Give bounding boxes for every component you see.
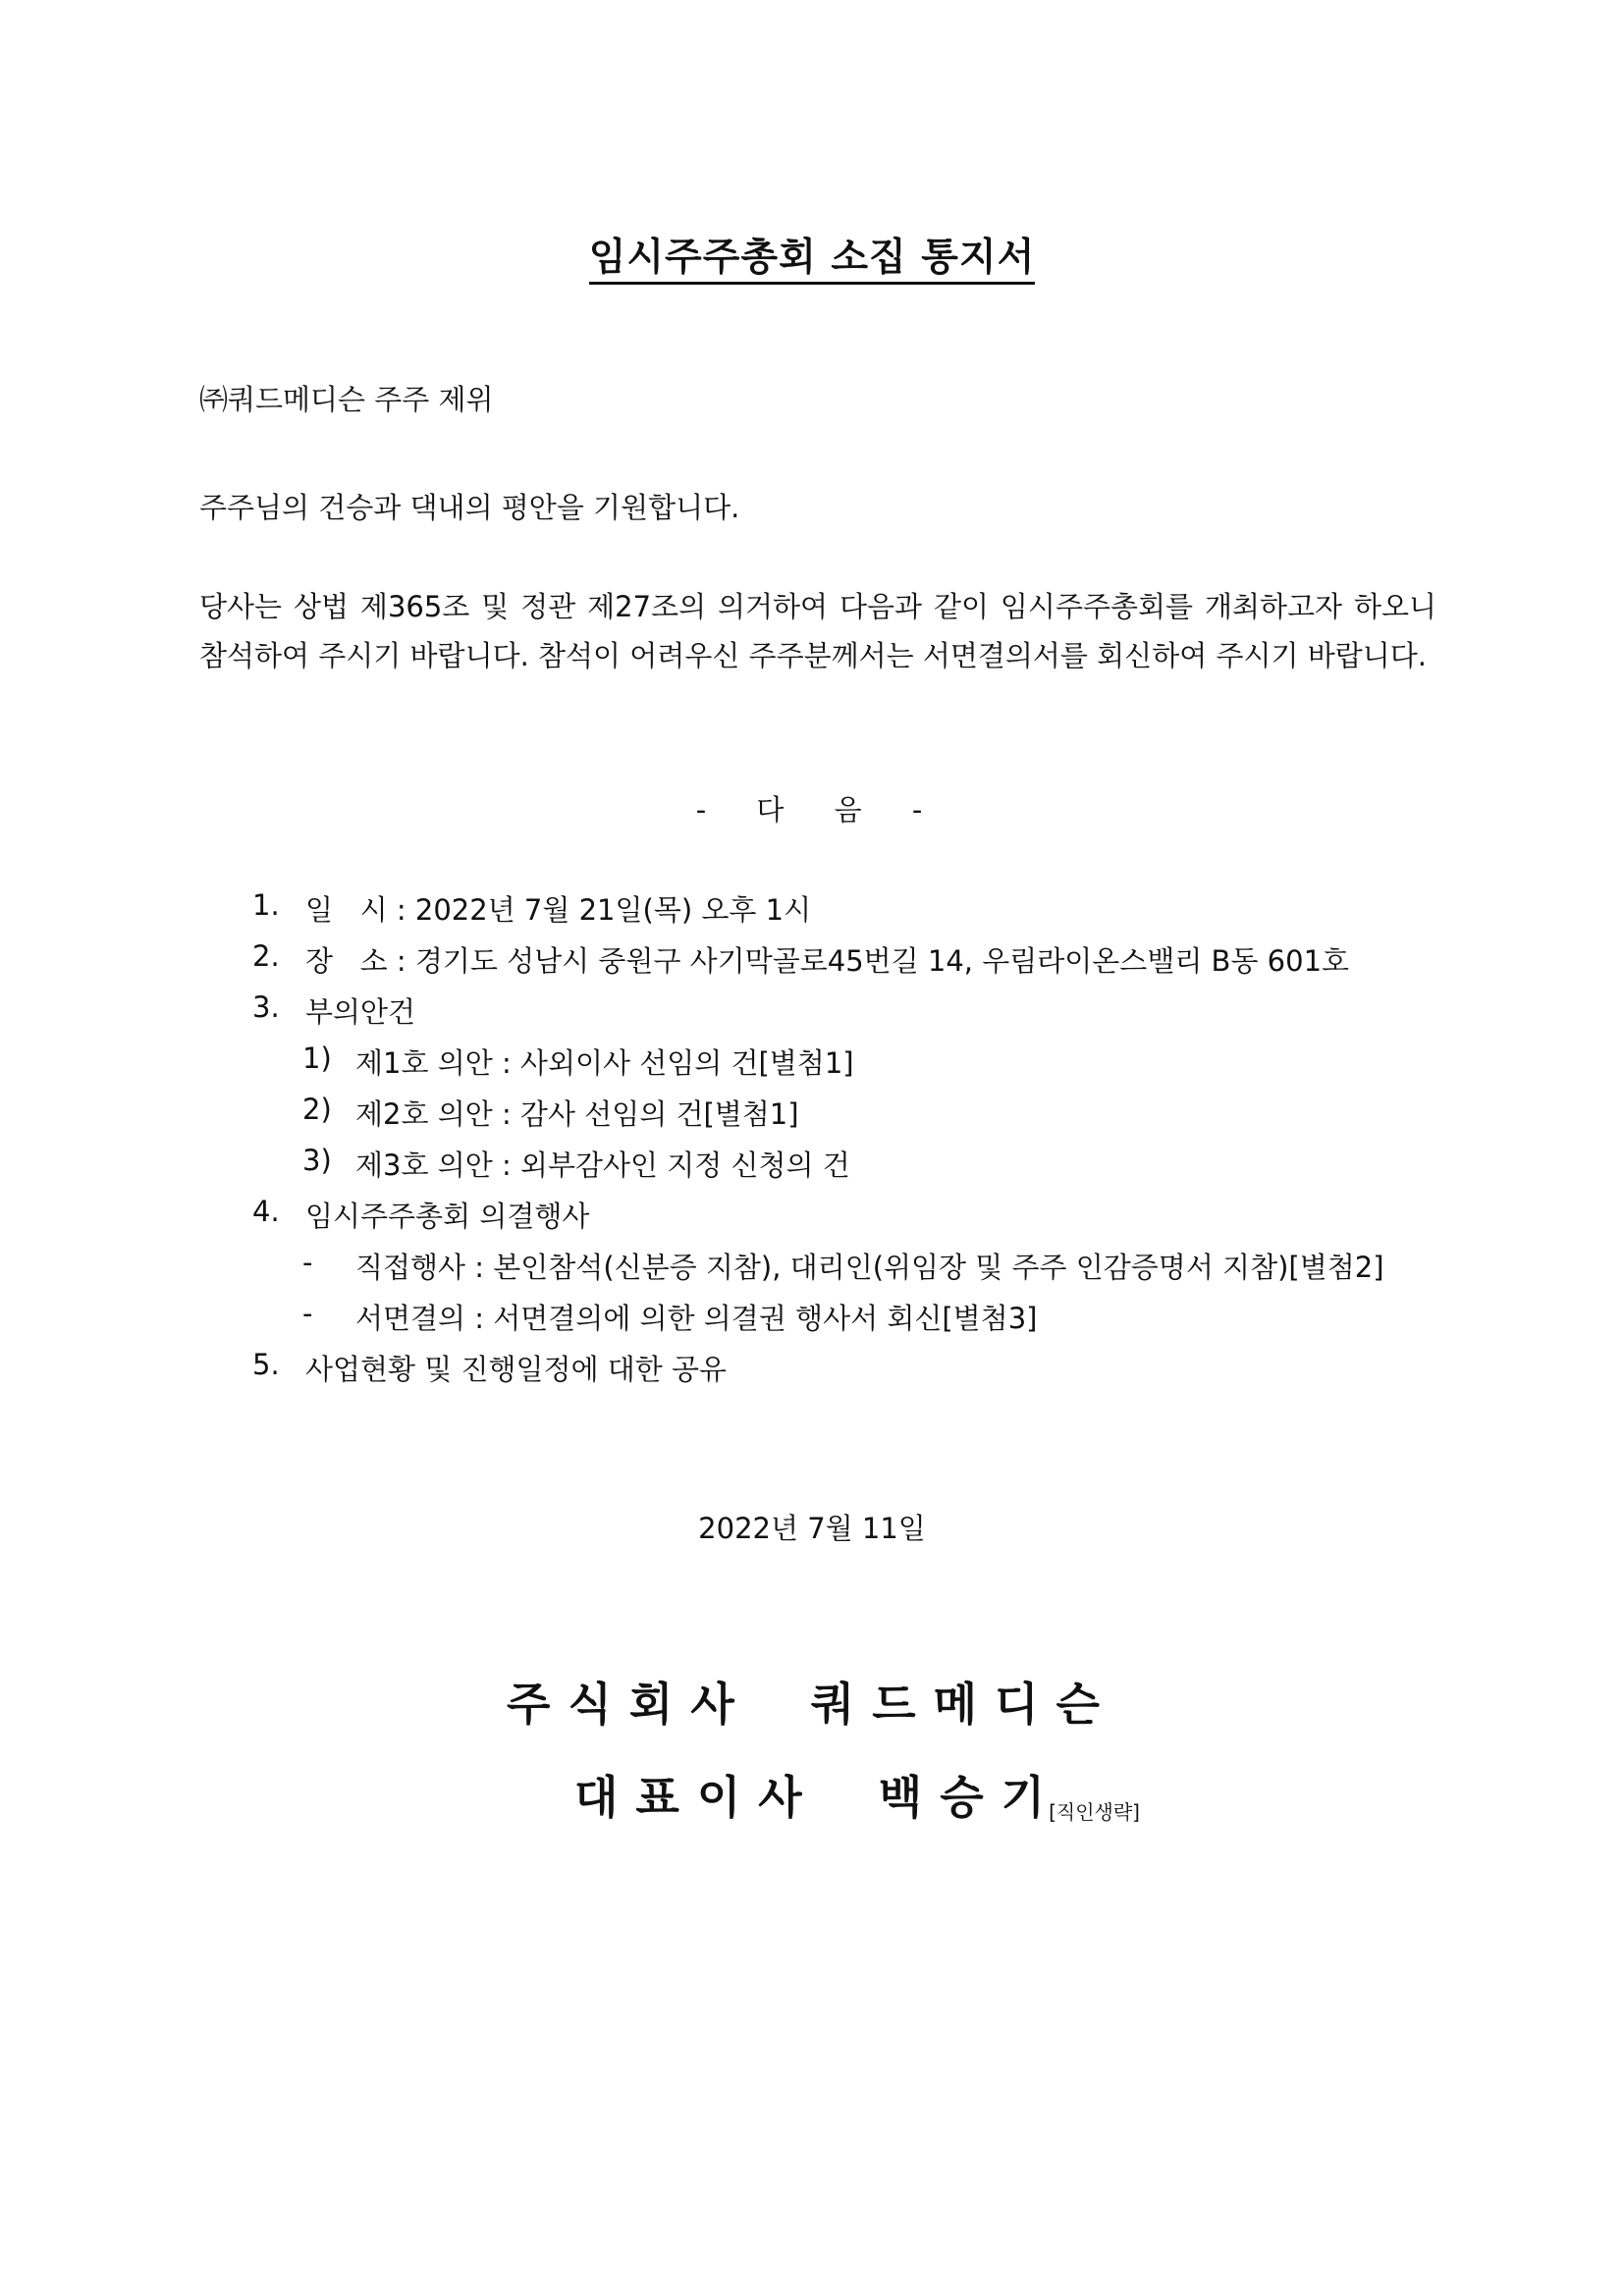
ceo-name: 대표이사 백승기 [574,1771,1063,1824]
list-item [252,990,1529,1041]
list-item-text: 제1호 의안 : 사외이사 선임의 건[별첨1] [355,1046,854,1080]
list-item-number: 4. [252,1195,280,1228]
list-item-text: 제3호 의안 : 외부감사인 지정 신청의 건 [355,1148,850,1182]
list-item-number: 2) [302,1093,332,1126]
list-item-number: 3. [252,990,280,1024]
list-item [252,939,1529,990]
list-item-text: 일 시 : 2022년 7월 21일(목) 오후 1시 [305,893,812,927]
document-title [0,236,1624,282]
list-item-number: 1) [302,1041,332,1075]
seal-omitted-note: [직인생략] [1049,1800,1140,1824]
list-item [252,1041,1529,1093]
list-item-text: 임시주주총회 의결행사 [305,1200,590,1233]
list-item [252,1093,1529,1144]
list-item-text: 제2호 의안 : 감사 선임의 건[별첨1] [355,1097,799,1131]
document-title-text: 임시주주총회 소집 통지서 [589,236,1036,285]
list-item [252,1246,1529,1297]
ceo-signature [574,1762,1154,1827]
list-item-number: - [302,1246,313,1279]
list-item-number: 2. [252,939,280,973]
greeting: 주주님의 건승과 댁내의 평안을 기원합니다. [199,491,740,524]
list-item-number: - [302,1297,313,1330]
separator: - 다 음 - [695,793,929,827]
list-item-number: 5. [252,1348,280,1381]
issue-date: 2022년 7월 11일 [698,1512,926,1545]
list-item [252,1144,1529,1195]
list-item-number: 3) [302,1144,332,1177]
list-item [252,1195,1529,1246]
list-item [252,888,1529,939]
list-item-text: 장 소 : 경기도 성남시 중원구 사기막골로45번길 14, 우림라이온스밸리 B동 601호 [305,944,1350,978]
list-item [252,1297,1529,1348]
company-name: 주식회사 쿼드메디슨 [507,1678,1117,1731]
intro-paragraph: 당사는 상법 제365조 및 정관 제27조의 의거하여 다음과 같이 임시주주총회를 개최하고자 하오니 참석하여 주시기 바랍니다. 참석이 어려우신 주주분께서는 서면결의서를 회신하여 주시기 바랍니다. [199,590,1436,672]
list-item-text: 사업현황 및 진행일정에 대한 공유 [305,1353,728,1386]
list-item-text: 직접행사 : 본인참석(신분증 지참), 대리인(위임장 및 주주 인감증명서 지참)[별첨2] [355,1251,1384,1284]
addressee: ㈜쿼드메디슨 주주 제위 [199,383,494,416]
list-item-number: 1. [252,888,280,922]
list-item-text: 부의안건 [305,995,416,1029]
list-item [252,1348,1529,1399]
agenda-list [252,888,1529,1399]
list-item-text: 서면결의 : 서면결의에 의한 의결권 행사서 회신[별첨3] [355,1302,1038,1335]
